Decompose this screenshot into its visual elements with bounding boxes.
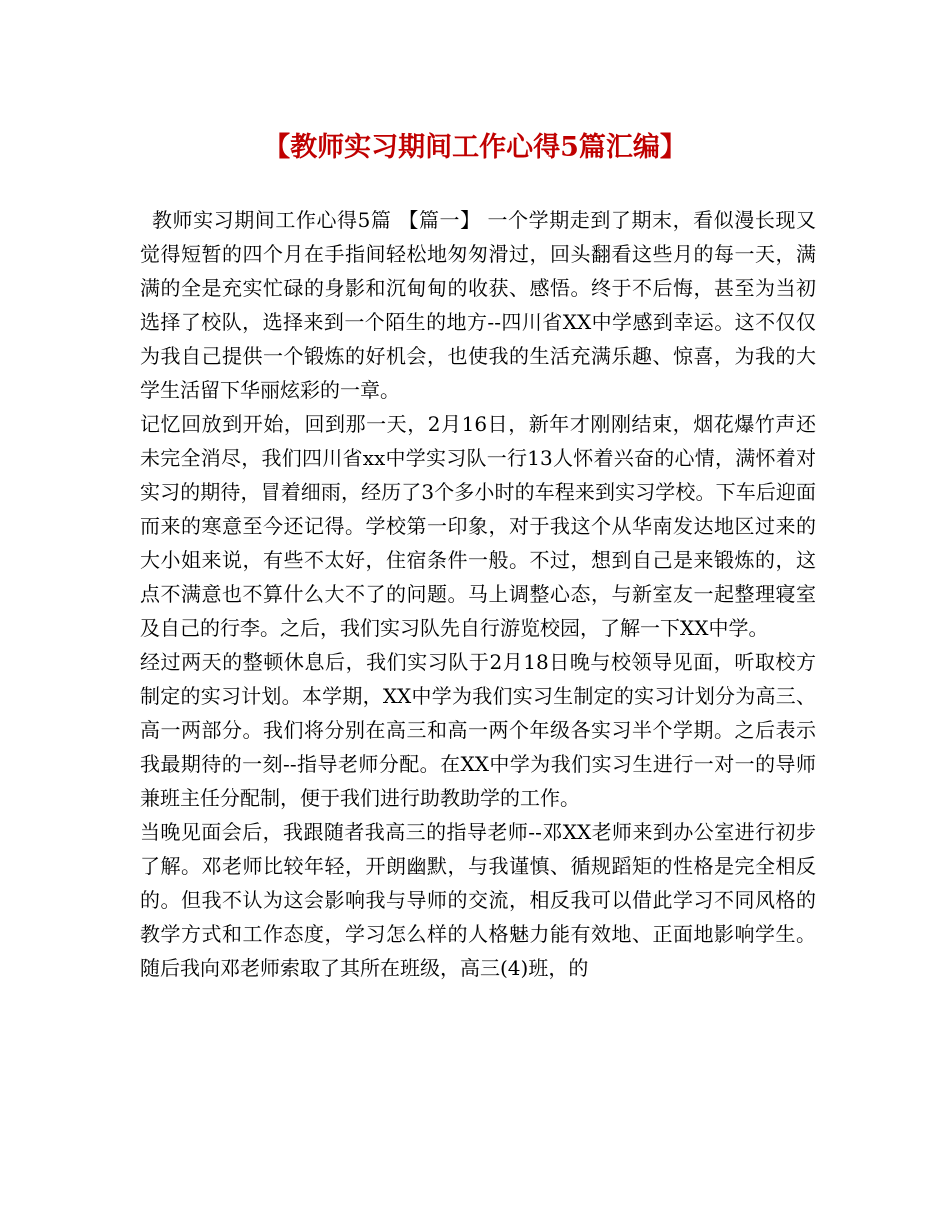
document-title: 【教师实习期间工作心得5篇汇编】 xyxy=(263,132,687,163)
body-paragraph-1: 教师实习期间工作心得5篇 【篇一】 一个学期走到了期末，看似漫长现又觉得短暂的四个月在手指间轻松地匆匆滑过，回头翻看这些月的每一天，满满的全是充实忙碌的身影和沉甸甸的收获、感悟。终于不后悔，甚至为当初选择了校队，选择来到一个陌生的地方--四川省XX中学感到幸运。这不仅仅为我自己提供一个锻炼的好机会，也使我的生活充满乐趣、惊喜，为我的大学生活留下华丽炫彩的一章。 xyxy=(140,208,816,402)
body-paragraph-3: 经过两天的整顿休息后，我们实习队于2月18日晚与校领导见面，听取校方制定的实习计划。本学期，XX中学为我们实习生制定的实习计划分为高三、高一两部分。我们将分别在高三和高一两个年级各实习半个学期。之后表示我最期待的一刻--指导老师分配。在XX中学为我们实习生进行一对一的导师兼班主任分配制，便于我们进行助教助学的工作。 xyxy=(140,650,816,810)
body-paragraph-4: 当晚见面会后，我跟随者我高三的指导老师--邓XX老师来到办公室进行初步了解。邓老师比较年轻，开朗幽默，与我谨慎、循规蹈矩的性格是完全相反的。但我不认为这会影响我与导师的交流，相反我可以借此学习不同风格的教学方式和工作态度，学习怎么样的人格魅力能有效地、正面地影响学生。随后我向邓老师索取了其所在班级，高三(4)班，的 xyxy=(140,820,816,980)
document-body xyxy=(140,203,816,985)
body-paragraph-2: 记忆回放到开始，回到那一天，2月16日，新年才刚刚结束，烟花爆竹声还未完全消尽，我们四川省xx中学实习队一行13人怀着兴奋的心情，满怀着对实习的期待，冒着细雨，经历了3个多小时的车程来到实习学校。下车后迎面而来的寒意至今还记得。学校第一印象，对于我这个从华南发达地区过来的大小姐来说，有些不太好，住宿条件一般。不过，想到自己是来锻炼的，这点不满意也不算什么大不了的问题。马上调整心态，与新室友一起整理寝室及自己的行李。之后，我们实习队先自行游览校园，了解一下XX中学。 xyxy=(140,412,816,640)
